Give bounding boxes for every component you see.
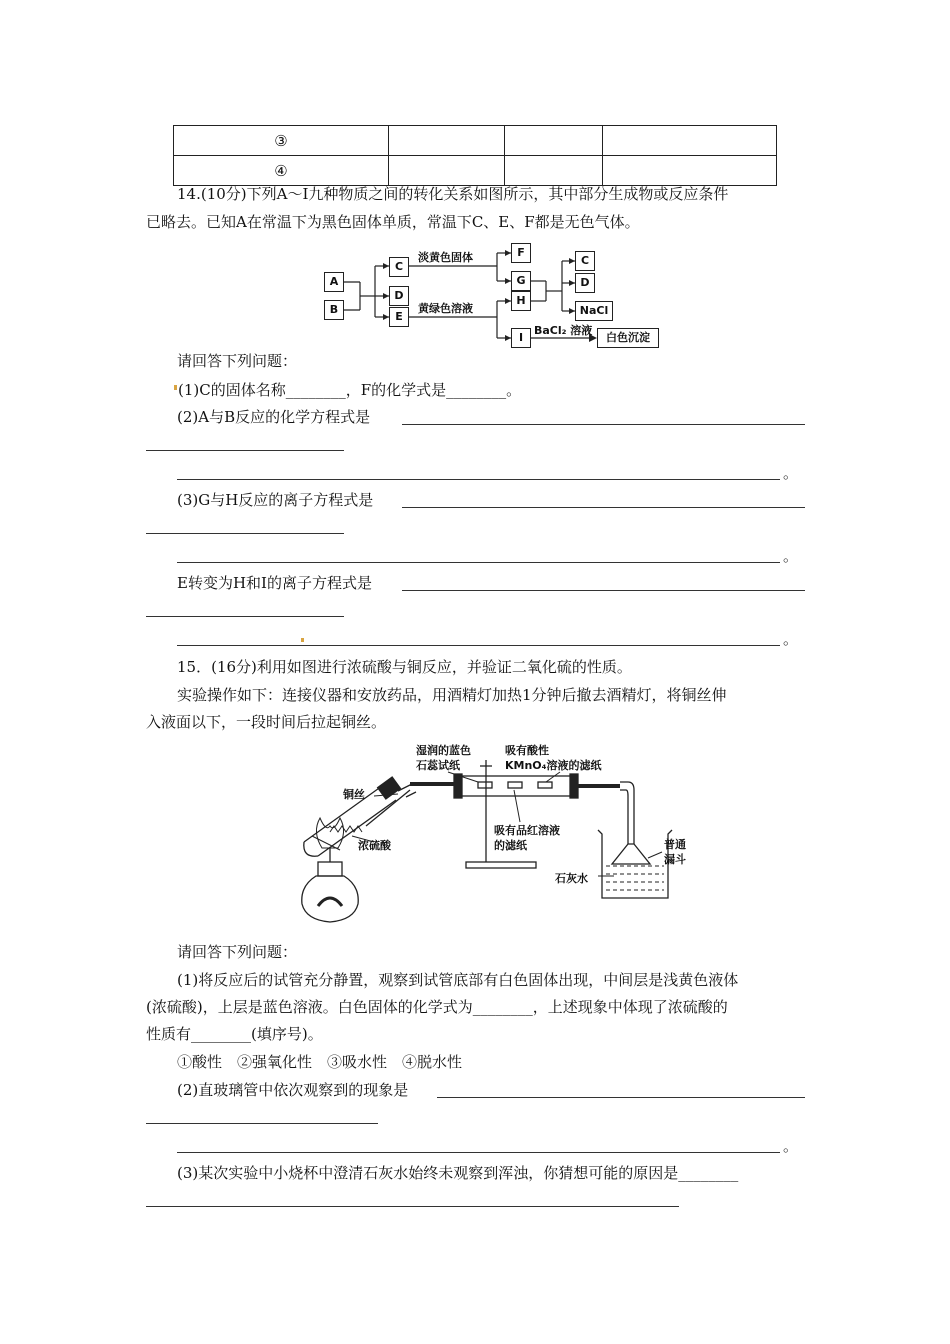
q14-stem-line1: 14.(10分)下列A～I九种物质之间的转化关系如图所示，其中部分生成物或反应条件 (177, 185, 729, 203)
q15-stem-line3: 入液面以下，一段时间后拉起铜丝。 (146, 713, 387, 731)
q15-part1-line3: 性质有________(填序号)。 (146, 1025, 323, 1043)
box-f: F (511, 243, 531, 263)
label-yellow-green-solution: 黄绿色溶液 (418, 302, 473, 315)
q15-stem-line1: 15．(16分)利用如图进行浓硫酸与铜反应，并验证二氧化硫的性质。 (177, 658, 632, 676)
end-period: 。 (783, 464, 799, 482)
box-e: E (389, 307, 409, 327)
box-a: A (324, 272, 344, 292)
box-h: H (511, 291, 531, 311)
q15-stem-line2: 实验操作如下：连接仪器和安放药品，用酒精灯加热1分钟后撤去酒精灯，将铜丝伸 (177, 686, 727, 704)
label-wet-litmus-2: 石蕊试纸 (416, 759, 460, 772)
q14-prompt: 请回答下列问题： (177, 352, 298, 370)
answer-line (437, 1097, 805, 1098)
box-c-product: C (575, 251, 595, 271)
label-kmno4: 吸有酸性 (505, 744, 549, 757)
box-c: C (389, 257, 409, 277)
end-period: 。 (783, 630, 799, 648)
label-copper-wire: 铜丝 (343, 788, 365, 801)
label-pale-yellow-solid: 淡黄色固体 (418, 251, 473, 264)
box-d-product: D (575, 273, 595, 293)
box-d: D (389, 286, 409, 306)
q14-stem-line2: 已略去。已知A在常温下为黑色固体单质，常温下C、E、F都是无色气体。 (146, 213, 640, 231)
label-magenta-paper-2: 的滤纸 (494, 839, 527, 852)
q15-options: ①酸性 ②强氧化性 ③吸水性 ④脱水性 (177, 1053, 463, 1071)
end-period: 。 (783, 547, 799, 565)
q14-part2: (2)A与B反应的化学方程式是 (177, 408, 371, 426)
label-kmno4-2: KMnO₄溶液的滤纸 (505, 759, 602, 772)
label-wet-litmus: 湿润的蓝色 (416, 744, 471, 757)
box-white-precipitate: 白色沉淀 (597, 328, 659, 348)
label-conc-sulfuric-acid: 浓硫酸 (358, 839, 391, 852)
q15-part1-line1: (1)将反应后的试管充分静置，观察到试管底部有白色固体出现，中间层是浅黄色液体 (177, 971, 739, 989)
box-g: G (511, 271, 531, 291)
table-cell: ④ (174, 156, 389, 186)
q15-part2: (2)直玻璃管中依次观察到的现象是 (177, 1081, 409, 1099)
label-funnel-2: 漏斗 (664, 853, 686, 866)
label-bacl2-solution: BaCl₂ 溶液 (534, 324, 593, 337)
q14-part3: (3)G与H反应的离子方程式是 (177, 491, 374, 509)
box-b: B (324, 300, 344, 320)
answer-line (146, 1123, 378, 1124)
box-nacl: NaCl (575, 301, 613, 321)
q14-part4: E转变为H和I的离子方程式是 (177, 574, 372, 592)
label-funnel: 普通 (664, 838, 686, 851)
answer-line (146, 1206, 679, 1207)
table-cell: ③ (174, 126, 389, 156)
q14-part1: (1)C的固体名称________，F的化学式是________。 (178, 381, 522, 399)
label-magenta-paper: 吸有品红溶液 (494, 824, 560, 837)
q15-prompt: 请回答下列问题： (177, 943, 298, 961)
answer-line (177, 1152, 780, 1153)
label-limewater: 石灰水 (555, 872, 588, 885)
box-i: I (511, 328, 531, 348)
q15-part3: (3)某次实验中小烧杯中澄清石灰水始终未观察到浑浊，你猜想可能的原因是________ (177, 1164, 739, 1182)
end-period: 。 (783, 1137, 799, 1155)
q15-part1-line2: (浓硫酸)，上层是蓝色溶液。白色固体的化学式为________，上述现象中体现了浓硫酸的 (146, 998, 728, 1016)
